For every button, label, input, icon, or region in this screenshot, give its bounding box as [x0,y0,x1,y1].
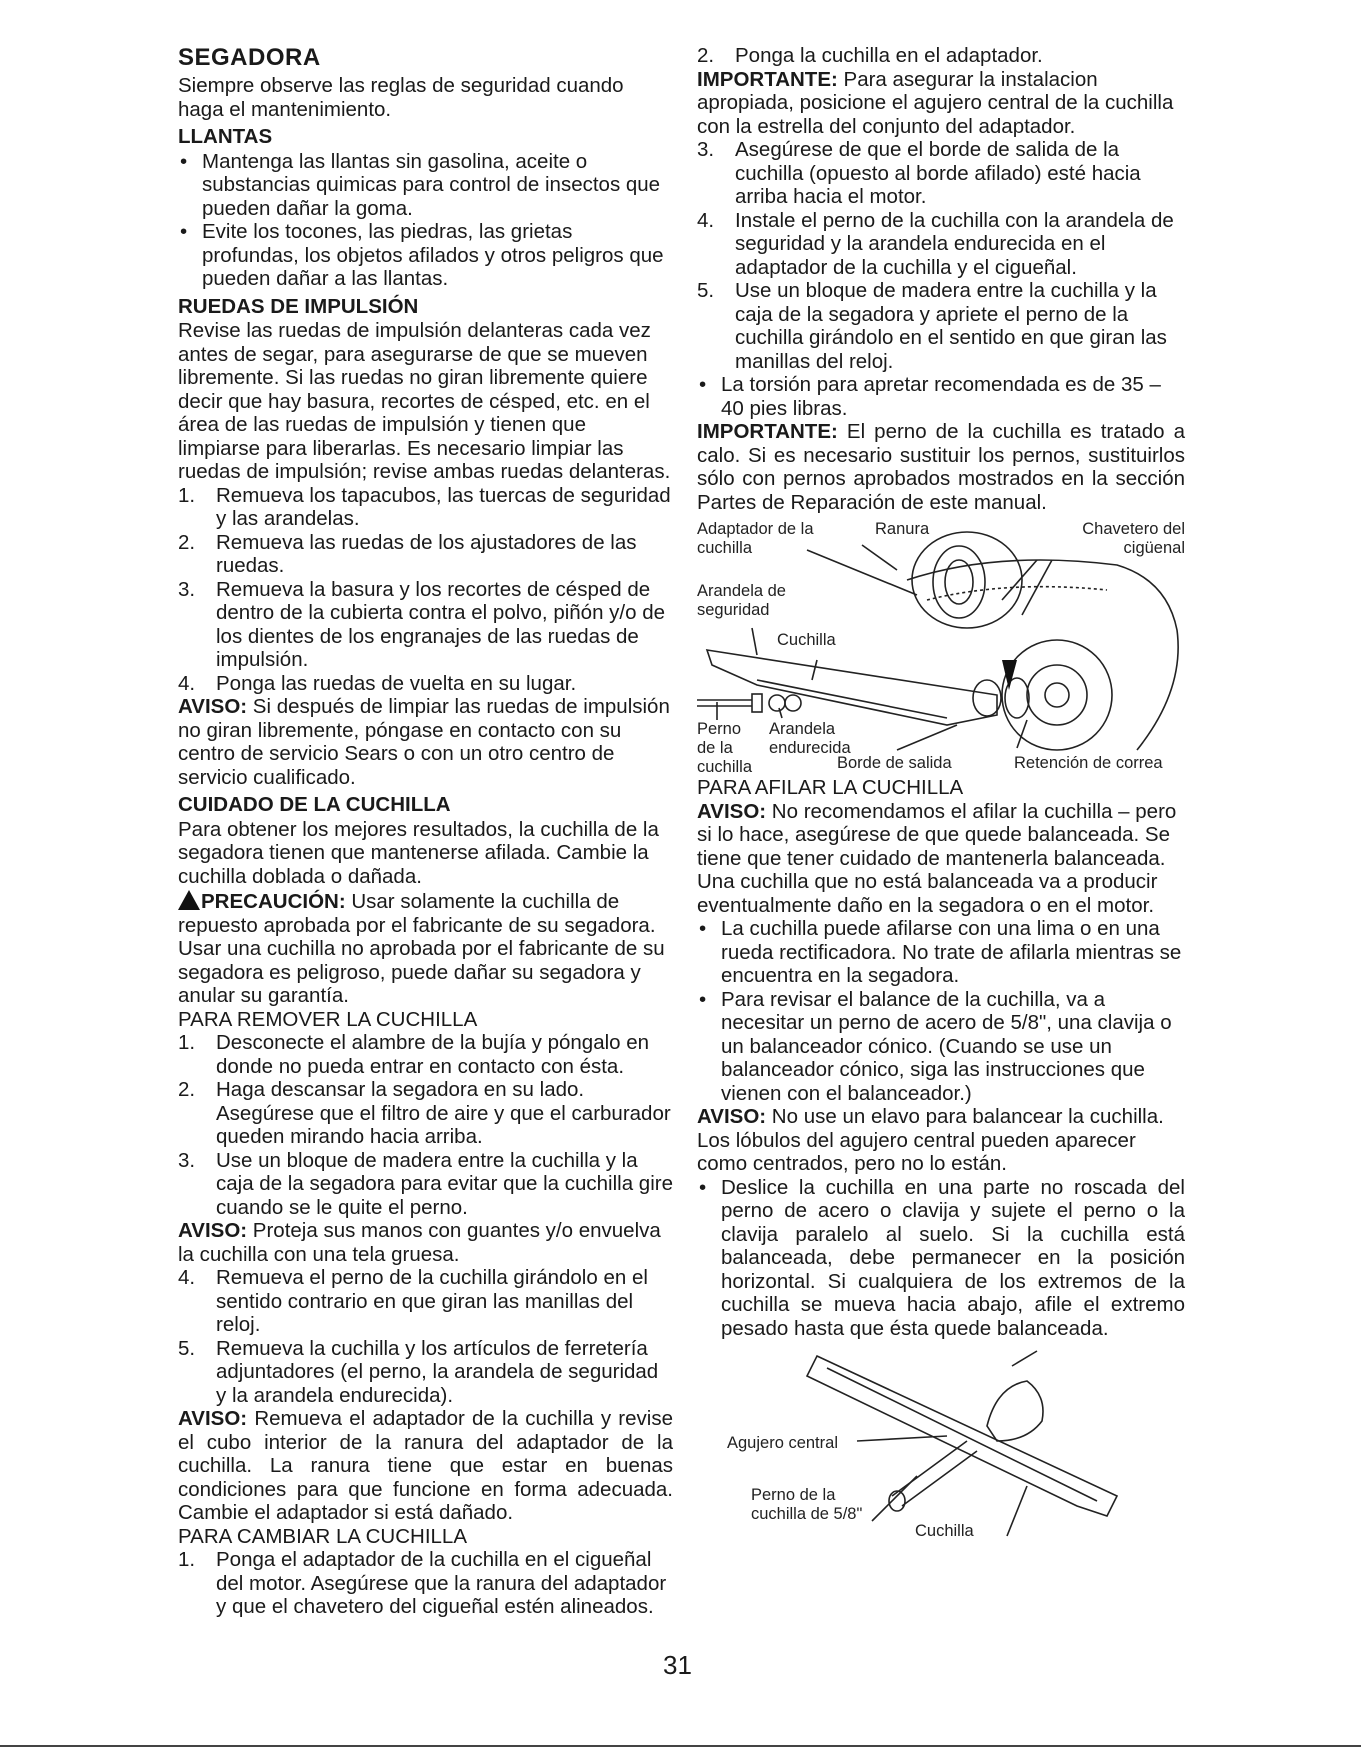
list-item [178,531,673,578]
aviso-text: No use un elavo para balancear la cuchilla. Los lóbulos del agujero central pueden aparecer como centrados, pero no lo están. [697,1105,1164,1175]
remover-steps-2 [178,1266,673,1407]
step-text: Remueva las ruedas de los ajustadores de las ruedas. [216,530,637,577]
label-adaptador: Adaptador de la cuchilla [697,520,814,557]
cuidado-heading: CUIDADO DE LA CUCHILLA [178,793,451,816]
cuidado-text: Para obtener los mejores resultados, la cuchilla de la segadora tienen que mantenerse afilada. Cambie la cuchilla doblada o dañada. [178,817,659,888]
step-text: Ponga el adaptador de la cuchilla en el cigueñal del motor. Asegúrese que la ranura del adaptador y que el chavetero del cigueñal estén alineados. [216,1548,667,1618]
list-item: • La torsión para apretar recomendada es de 35 – 40 pies libras. [697,373,1185,420]
precaucion-label: PRECAUCIÓN: [201,890,346,913]
step-text: Haga descansar la segadora en su lado. Asegúrese que el filtro de aire y que el carburador queden mirando hacia arriba. [216,1078,671,1148]
cambiar-steps [178,1548,673,1619]
step-text: Instale el perno de la cuchilla con la arandela de seguridad y la arandela endurecida en el adaptador de la cuchilla y el cigueñal. [735,208,1174,279]
llantas-heading: LLANTAS [178,125,273,148]
aviso-text: Remueva el adaptador de la cuchilla y revise el cubo interior de la ranura del adaptador de la cuchilla. La ranura tiene que estar en buenas condiciones para que funcione en forma adecuada. Cambie el adaptador si está dañado. [178,1407,673,1524]
bottom-rule [0,1745,1361,1747]
label-arandela-endurecida: Arandela endurecida [769,720,851,757]
step-text: Asegúrese de que el borde de salida de la cuchilla (opuesto al borde afilado) esté hacia arriba hacia el motor. [735,138,1141,208]
precaucion-text: Usar solamente la cuchilla de repuesto aprobada por el fabricante de su segadora. Usar una cuchilla no aprobada por el fabricante de su segadora es peligroso, puede dañar su segadora y anular su garantía. [178,890,665,1007]
step-number: 1. [178,1031,196,1054]
precaucion-note [178,888,673,1008]
aviso-label: AVISO: [697,1105,767,1128]
list-item [697,138,1185,209]
step-number: 1. [178,483,196,507]
aviso-text: Proteja sus manos con guantes y/o envuelva la cuchilla con una tela gruesa. [178,1219,661,1266]
list-item: • Evite los tocones, las piedras, las grietas profundas, los objetos afilados y otros peligros que pueden dañar a las llantas. [178,220,673,291]
cambiar-steps-cont-2 [697,138,1185,373]
ruedas-aviso [178,695,673,789]
step-text: Use un bloque de madera entre la cuchilla y la caja de la segadora y apriete el perno de la cuchilla girándolo en el sentido en que giran las manillas del reloj. [735,279,1167,373]
step-text: Ponga la cuchilla en el adaptador. [735,44,1043,67]
list-item [178,1149,673,1220]
cambiar-steps-cont [697,44,1185,68]
importante-label: IMPORTANTE: [697,420,838,443]
label-agujero-central: Agujero central [727,1434,838,1452]
label-perno-5-8: Perno de la cuchilla de 5/8" [751,1486,863,1523]
ruedas-heading: RUEDAS DE IMPULSIÓN [178,294,419,318]
llantas-list [178,150,673,291]
step-number: 5. [178,1336,196,1360]
list-item [178,1337,673,1408]
importante-text: El perno de la cuchilla es tratado a calo. Si es necesario sustituir los pernos, sustituirlos sólo con pernos aprobados mostrados en la sección Partes de Reparación de este manual. [697,420,1185,514]
blade-assembly-figure [697,520,1185,776]
aviso-text: No recomendamos el afilar la cuchilla – pero si lo hace, asegúrese de que quede balanceada. Se tiene que tener cuidado de mantenerla balanceada. Una cuchilla que no está balanceada va a producir eventualmente daño en la segadora o en el motor. [697,799,1177,917]
warning-icon [178,890,200,910]
step-number: 2. [178,1078,196,1101]
list-item [697,209,1185,280]
aviso-label: AVISO: [178,1219,248,1242]
list-item [178,1031,673,1078]
list-item: • Deslice la cuchilla en una parte no roscada del perno de acero o clavija y sujete el perno o la clavija paralelo al suelo. Si la cuchilla está balanceada, debe permanecer en la posición horizontal. Si cualquiera de los extremos de la cuchilla se mueva hacia abajo, afile el extremo pesado hasta que ésta quede balanceada. [697,1176,1185,1341]
step-number: 5. [697,279,715,302]
right-column [697,44,1185,1552]
section-title: SEGADORA [178,44,321,71]
step-number: 2. [178,530,196,554]
step-number: 4. [178,1266,196,1289]
step-number: 3. [697,138,715,161]
afilar-list [697,917,1185,1105]
step-text: Desconecte el alambre de la bujía y póngalo en donde no pueda entrar en contacto con ésta. [216,1031,650,1078]
step-number: 2. [697,44,715,67]
label-retencion: Retención de correa [1014,754,1163,772]
step-text: Remueva la basura y los recortes de césped de dentro de la cubierta contra el polvo, piñón y/o de los dientes de los engranajes de las ruedas de impulsión. [216,577,666,671]
list-item [178,1266,673,1337]
page-number: 31 [663,1650,692,1680]
list-item [178,1078,673,1149]
left-column [178,44,673,1619]
label-perno: Perno de la cuchilla [697,720,753,776]
list-item [178,672,673,696]
cambiar-heading: PARA CAMBIAR LA CUCHILLA [178,1524,467,1548]
step-number: 4. [178,671,196,695]
aviso-label: AVISO: [178,1407,248,1430]
list-item [697,44,1185,68]
ruedas-text: Revise las ruedas de impulsión delanteras cada vez antes de segar, para asegurarse de que se mueven libremente. Si las ruedas no giran libremente quiere decir que hay basura, recortes de césped, etc. en el área de las ruedas de impulsión y tienen que limpiarse para liberarlas. Es necesario limpiar las ruedas de impulsión; revise ambas ruedas delanteras. [178,319,671,483]
remover-heading: PARA REMOVER LA CUCHILLA [178,1007,478,1031]
step-number: 1. [178,1548,196,1571]
label-ranura: Ranura [875,520,930,538]
remover-aviso-1 [178,1219,673,1266]
label-cuchilla-2: Cuchilla [915,1522,974,1540]
torsion-list [697,373,1185,420]
list-item [178,1548,673,1619]
step-number: 4. [697,208,715,232]
importante-note-1 [697,68,1185,139]
list-item [178,484,673,531]
list-item: • Para revisar el balance de la cuchilla, va a necesitar un perno de acero de 5/8", una clavija o un balanceador cónico. (Cuando se use un balanceador cónico, siga las instrucciones que vienen con el balanceador.) [697,988,1185,1106]
list-item [178,578,673,672]
step-number: 3. [178,1148,196,1172]
step-text: Use un bloque de madera entre la cuchilla y la caja de la segadora para evitar que la cuchilla gire cuando se le quite el perno. [216,1148,673,1219]
importante-label: IMPORTANTE: [697,67,838,91]
list-item: • La cuchilla puede afilarse con una lima o en una rueda rectificadora. No trate de afilarla mientras se encuentra en la segadora. [697,917,1185,988]
label-borde-salida: Borde de salida [837,754,952,772]
afilar-heading: PARA AFILAR LA CUCHILLA [697,776,964,799]
step-number: 3. [178,577,196,601]
label-chavetero: Chavetero del cigüenal [1082,520,1185,557]
label-cuchilla: Cuchilla [777,631,836,649]
list-item: • Mantenga las llantas sin gasolina, aceite o substancias quimicas para control de insectos que pueden dañar la goma. [178,150,673,221]
step-text: Ponga las ruedas de vuelta en su lugar. [216,671,577,695]
afilar-aviso-2 [697,1105,1185,1176]
aviso-label: AVISO: [697,799,767,823]
list-item [697,279,1185,373]
intro-text: Siempre observe las reglas de seguridad cuando haga el mantenimiento. [178,74,624,121]
afilar-list-2 [697,1176,1185,1341]
importante-text: Para asegurar la instalacion apropiada, posicione el agujero central de la cuchilla con la estrella del conjunto del adaptador. [697,67,1174,138]
remover-steps [178,1031,673,1219]
label-arandela-seguridad: Arandela de seguridad [697,582,786,619]
afilar-aviso-1 [697,800,1185,918]
step-text: Remueva la cuchilla y los artículos de ferretería adjuntadores (el perno, la arandela de seguridad y la arandela endurecida). [216,1336,659,1407]
step-text: Remueva el perno de la cuchilla girándolo en el sentido contrario en que giran las manillas del reloj. [216,1266,648,1336]
step-text: Remueva los tapacubos, las tuercas de seguridad y las arandelas. [216,483,671,530]
importante-note-2 [697,420,1185,514]
blade-balance-figure [697,1346,1185,1546]
remover-aviso-2 [178,1407,673,1525]
aviso-text: Si después de limpiar las ruedas de impulsión no giran libremente, póngase en contacto con su centro de servicio Sears o con un otro centro de servicio cualificado. [178,695,670,789]
aviso-label: AVISO: [178,695,248,718]
ruedas-steps [178,484,673,696]
